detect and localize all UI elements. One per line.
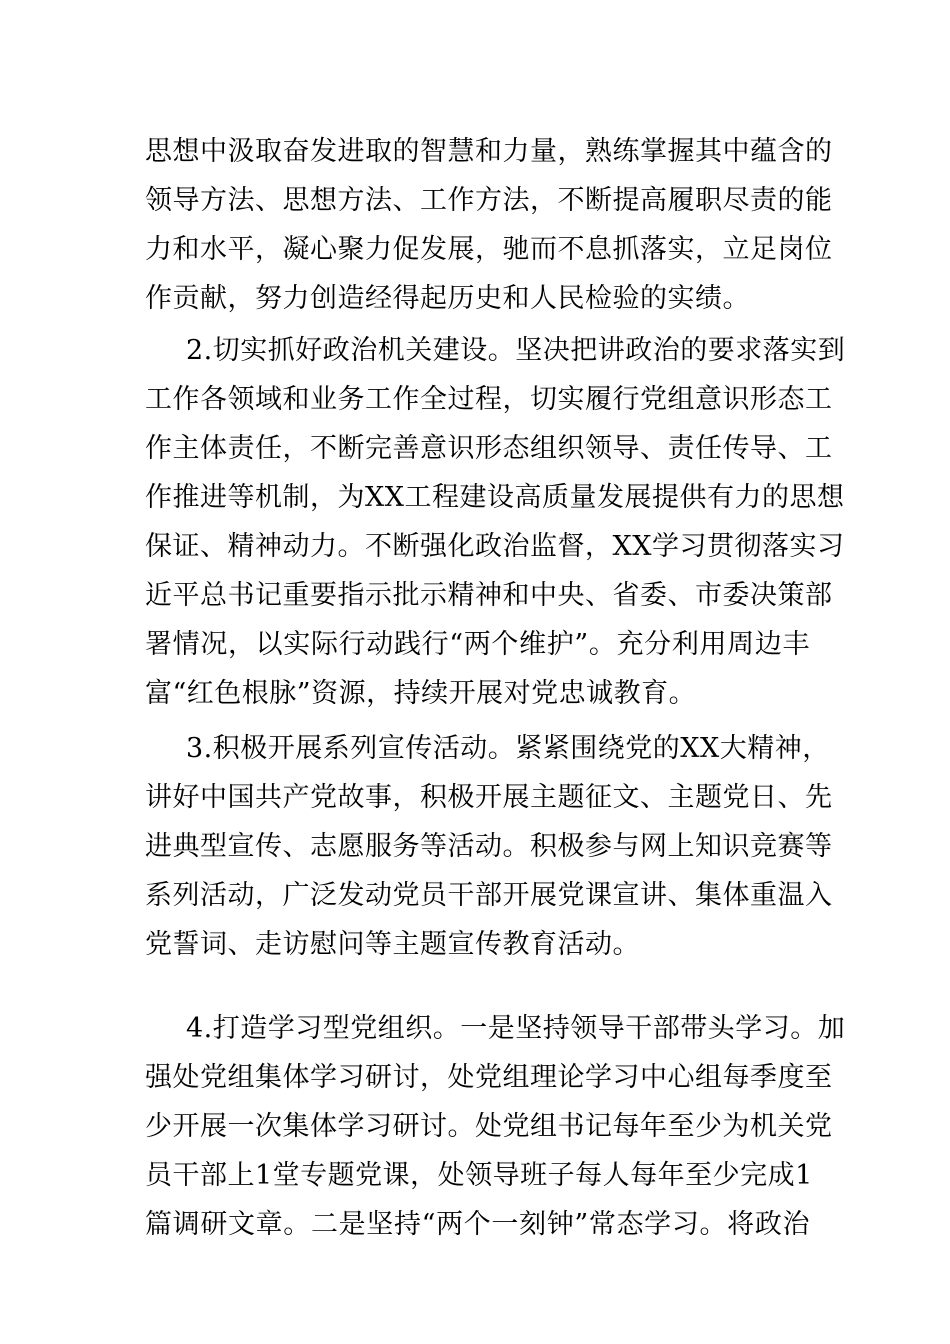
paragraph-first-line: 4.打造学习型党组织。一是坚持领导干部带头学习。加 [186,1013,846,1044]
text-line: 员干部上1堂专题党课，处领导班子每人每年至少完成1 [145,1160,813,1191]
text-line: 强处党组集体学习研讨，处党组理论学习中心组每季度至 [145,1062,833,1093]
text-line: 保证、精神动力。不断强化政治监督，XX学习贯彻落实习 [145,531,845,562]
paragraph-first-line: 3.积极开展系列宣传活动。紧紧围绕党的XX大精神， [186,733,830,764]
text-line: 篇调研文章。二是坚持“两个一刻钟”常态学习。将政治 [145,1209,810,1240]
text-line: 富“红色根脉”资源，持续开展对党忠诚教育。 [145,678,697,709]
text-line: 领导方法、思想方法、工作方法，不断提高履职尽责的能 [145,185,833,216]
text-line: 党誓词、走访慰问等主题宣传教育活动。 [145,929,640,960]
text-line: 系列活动，广泛发动党员干部开展党课宣讲、集体重温入 [145,880,833,911]
text-line: 少开展一次集体学习研讨。处党组书记每年至少为机关党 [145,1111,833,1142]
text-line: 近平总书记重要指示批示精神和中央、省委、市委决策部 [145,580,833,611]
text-line: 进典型宣传、志愿服务等活动。积极参与网上知识竞赛等 [145,831,833,862]
text-line: 作主体责任，不断完善意识形态组织领导、责任传导、工 [145,433,833,464]
text-line: 署情况，以实际行动践行“两个维护”。充分利用周边丰 [145,629,810,660]
text-line: 力和水平，凝心聚力促发展，驰而不息抓落实，立足岗位 [145,234,833,265]
text-line: 作贡献，努力创造经得起历史和人民检验的实绩。 [145,283,750,314]
text-line: 讲好中国共产党故事，积极开展主题征文、主题党日、先 [145,782,833,813]
text-line: 作推进等机制，为XX工程建设高质量发展提供有力的思想 [145,482,845,513]
text-line: 工作各领域和业务工作全过程，切实履行党组意识形态工 [145,384,833,415]
text-line: 思想中汲取奋发进取的智慧和力量，熟练掌握其中蕴含的 [145,136,833,167]
paragraph-first-line: 2.切实抓好政治机关建设。坚决把讲政治的要求落实到 [186,335,846,366]
